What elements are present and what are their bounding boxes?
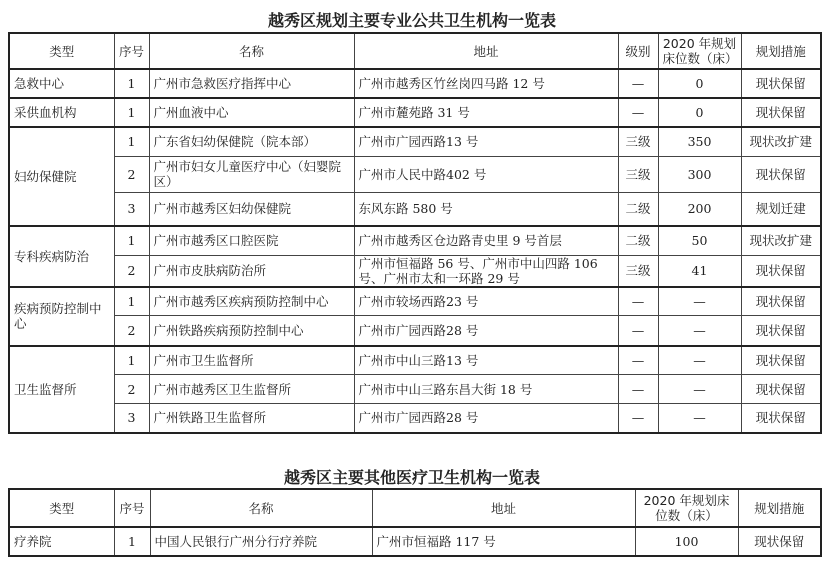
institution-level: — — [618, 98, 658, 127]
category-cell: 专科疾病防治 — [9, 226, 114, 287]
column-header: 类型 — [9, 33, 114, 69]
institution-level: — — [618, 287, 658, 316]
institution-address: 广州市中山三路东昌大街 18 号 — [354, 375, 618, 404]
column-header: 规划措施 — [738, 489, 821, 527]
row-number: 1 — [114, 527, 150, 556]
institution-address: 广州市中山三路13 号 — [354, 346, 618, 375]
institution-name: 广州市卫生监督所 — [149, 346, 354, 375]
planned-beds: 0 — [658, 69, 741, 98]
institution-name: 广州市越秀区卫生监督所 — [149, 375, 354, 404]
table-row — [9, 527, 821, 556]
table-row — [9, 69, 821, 98]
table-row — [9, 404, 821, 433]
table-row — [9, 156, 821, 192]
planning-measure: 现状保留 — [741, 156, 821, 192]
row-number: 3 — [114, 192, 149, 226]
institution-address: 广州市麓苑路 31 号 — [354, 98, 618, 127]
planned-beds: 41 — [658, 255, 741, 287]
table-row — [9, 346, 821, 375]
institution-name: 广州铁路疾病预防控制中心 — [149, 316, 354, 346]
institution-name: 广州市急救医疗指挥中心 — [149, 69, 354, 98]
institution-address: 广州市广园西路28 号 — [354, 404, 618, 433]
column-header: 序号 — [114, 33, 149, 69]
planned-beds: 200 — [658, 192, 741, 226]
institution-address: 东风东路 580 号 — [354, 192, 618, 226]
institution-address: 广州市广园西路13 号 — [354, 127, 618, 156]
institution-level: 三级 — [618, 156, 658, 192]
column-header: 类型 — [9, 489, 114, 527]
category-cell: 卫生监督所 — [9, 346, 114, 433]
institution-level: — — [618, 346, 658, 375]
planning-measure: 现状保留 — [741, 69, 821, 98]
institution-address: 广州市越秀区竹丝岗四马路 12 号 — [354, 69, 618, 98]
planned-beds: — — [658, 375, 741, 404]
planned-beds: — — [658, 404, 741, 433]
planning-measure: 现状保留 — [741, 346, 821, 375]
planning-measure: 现状改扩建 — [741, 127, 821, 156]
planned-beds: 300 — [658, 156, 741, 192]
institution-name: 中国人民银行广州分行疗养院 — [150, 527, 372, 556]
table-row — [9, 375, 821, 404]
table-row — [9, 287, 821, 316]
institution-level: — — [618, 404, 658, 433]
category-cell: 疾病预防控制中心 — [9, 287, 114, 346]
planned-beds: 350 — [658, 127, 741, 156]
planning-measure: 现状保留 — [738, 527, 821, 556]
table-row — [9, 192, 821, 226]
column-header: 规划措施 — [741, 33, 821, 69]
row-number: 1 — [114, 127, 149, 156]
institution-level: — — [618, 316, 658, 346]
column-header: 地址 — [372, 489, 635, 527]
category-cell: 疗养院 — [9, 527, 114, 556]
column-header: 2020 年规划床位数（床） — [658, 33, 741, 69]
institution-name: 广州铁路卫生监督所 — [149, 404, 354, 433]
category-cell: 采供血机构 — [9, 98, 114, 127]
institution-level: 三级 — [618, 127, 658, 156]
table-row — [9, 98, 821, 127]
planning-measure: 现状保留 — [741, 287, 821, 316]
institution-level: 二级 — [618, 226, 658, 255]
planning-measure: 现状改扩建 — [741, 226, 821, 255]
planning-measure: 现状保留 — [741, 316, 821, 346]
row-number: 1 — [114, 226, 149, 255]
institution-address: 广州市广园西路28 号 — [354, 316, 618, 346]
row-number: 2 — [114, 316, 149, 346]
column-header: 级别 — [618, 33, 658, 69]
institution-address: 广州市较场西路23 号 — [354, 287, 618, 316]
table-row — [9, 255, 821, 287]
institution-address: 广州市人民中路402 号 — [354, 156, 618, 192]
planned-beds: — — [658, 287, 741, 316]
planning-measure: 现状保留 — [741, 255, 821, 287]
column-header: 地址 — [354, 33, 618, 69]
table-row — [9, 316, 821, 346]
row-number: 1 — [114, 69, 149, 98]
institution-level: 二级 — [618, 192, 658, 226]
row-number: 1 — [114, 287, 149, 316]
planned-beds: 0 — [658, 98, 741, 127]
planned-beds: — — [658, 346, 741, 375]
institution-level: — — [618, 375, 658, 404]
institution-name: 广州市越秀区妇幼保健院 — [149, 192, 354, 226]
table1-title: 越秀区规划主要专业公共卫生机构一览表 — [267, 11, 556, 30]
row-number: 1 — [114, 98, 149, 127]
category-cell: 急救中心 — [9, 69, 114, 98]
other-medical-institutions-table — [8, 488, 822, 557]
table-row — [9, 226, 821, 255]
row-number: 3 — [114, 404, 149, 433]
column-header: 名称 — [150, 489, 372, 527]
institution-level: 三级 — [618, 255, 658, 287]
planned-beds: 100 — [635, 527, 738, 556]
planning-measure: 现状保留 — [741, 404, 821, 433]
column-header: 2020 年规划床位数（床） — [635, 489, 738, 527]
planned-beds: — — [658, 316, 741, 346]
table-row — [9, 127, 821, 156]
row-number: 1 — [114, 346, 149, 375]
planning-measure: 规划迁建 — [741, 192, 821, 226]
institution-level: — — [618, 69, 658, 98]
specialized-public-health-table — [8, 32, 822, 434]
planned-beds: 50 — [658, 226, 741, 255]
institution-name: 广州血液中心 — [149, 98, 354, 127]
row-number: 2 — [114, 156, 149, 192]
category-cell: 妇幼保健院 — [9, 127, 114, 226]
institution-name: 广州市越秀区口腔医院 — [149, 226, 354, 255]
planning-measure: 现状保留 — [741, 375, 821, 404]
column-header: 序号 — [114, 489, 150, 527]
institution-address: 广州市越秀区仓边路青史里 9 号首层 — [354, 226, 618, 255]
table2-title: 越秀区主要其他医疗卫生机构一览表 — [283, 468, 540, 487]
institution-name: 广州市皮肤病防治所 — [149, 255, 354, 287]
column-header: 名称 — [149, 33, 354, 69]
planning-measure: 现状保留 — [741, 98, 821, 127]
institution-address: 广州市恒福路 56 号、广州市中山四路 106 号、广州市太和一环路 29 号 — [354, 255, 618, 287]
row-number: 2 — [114, 375, 149, 404]
institution-name: 广州市妇女儿童医疗中心（妇婴院区） — [149, 156, 354, 192]
institution-address: 广州市恒福路 117 号 — [372, 527, 635, 556]
row-number: 2 — [114, 255, 149, 287]
institution-name: 广州市越秀区疾病预防控制中心 — [149, 287, 354, 316]
institution-name: 广东省妇幼保健院（院本部） — [149, 127, 354, 156]
